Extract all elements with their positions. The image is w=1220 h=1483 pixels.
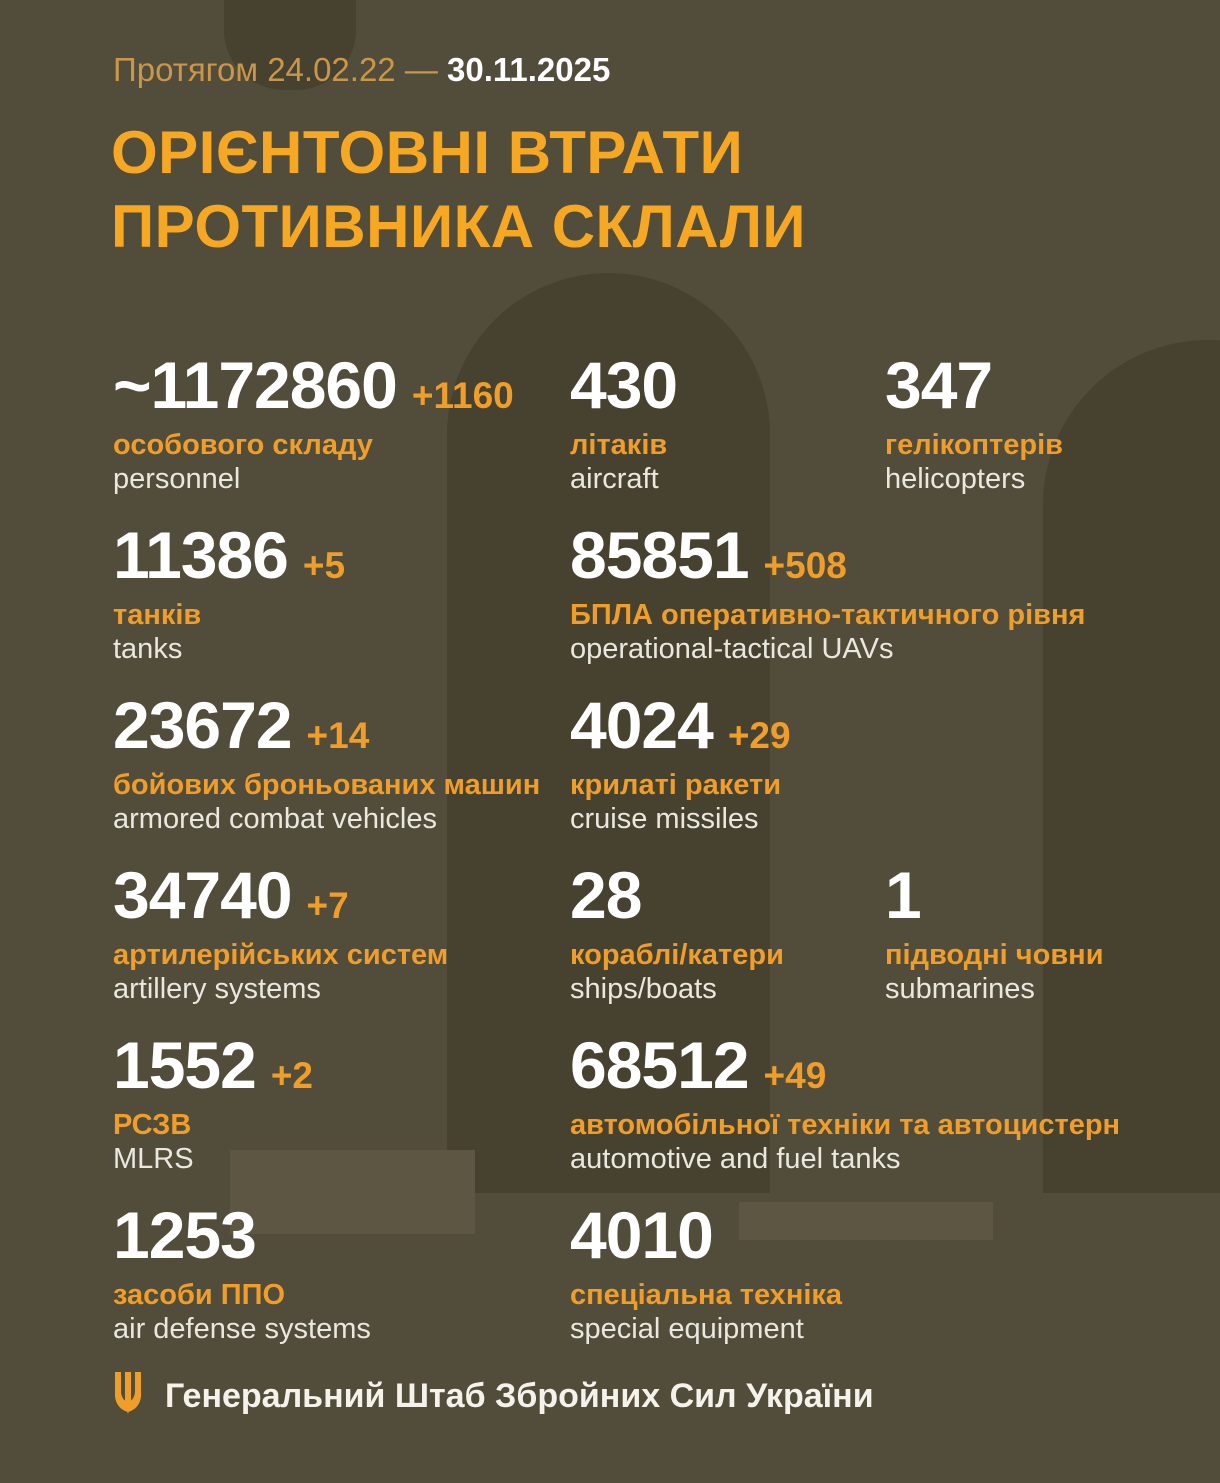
stat-value: 4010 [570,1198,713,1272]
stat-value: 23672 [113,688,292,762]
stats-row-6 [113,1198,1220,1372]
stat-label-ua: гелікоптерів [885,429,1063,461]
stat-mlrs [113,1028,570,1176]
title-line-1: ОРІЄНТОВНІ ВТРАТИ [111,119,744,186]
stat-label-ua: підводні човни [885,939,1104,971]
stats-grid [113,348,1220,1372]
stat-label-ua: літаків [570,429,668,461]
stat-value: 28 [570,858,642,932]
title-line-2: ПРОТИВНИКА СКЛАЛИ [111,193,807,260]
stat-delta: +508 [763,545,847,586]
stat-uavs [570,518,1086,666]
stat-delta: +7 [306,885,349,926]
organization-name: Генеральний Штаб Збройних Сил України [165,1376,874,1415]
stat-armored-combat-vehicles [113,688,570,836]
stat-label-ua: засоби ППО [113,1279,286,1311]
stat-value: ~1172860 [113,348,397,422]
stat-delta: +2 [270,1055,314,1096]
stat-aircraft [570,348,885,496]
stat-label-ua: спеціальна техніка [570,1279,843,1311]
stat-value: 1 [885,858,921,932]
stat-label-en: special equipment [570,1313,804,1345]
stat-label-ua: бойових броньованих машин [113,769,541,801]
stat-personnel [113,348,570,496]
stat-label-en: cruise missiles [570,803,759,835]
stat-helicopters [885,348,1220,496]
stat-label-ua: автомобільної техніки та автоцистерн [570,1109,1121,1141]
stat-artillery [113,858,570,1006]
stats-row-3 [113,688,1220,862]
stat-value: 347 [885,348,993,422]
stat-label-en: operational-tactical UAVs [570,633,894,665]
stat-label-en: automotive and fuel tanks [570,1143,901,1175]
stat-delta: +1160 [411,375,514,416]
period-prefix: Протягом 24.02.22 — [113,51,447,88]
stats-row-5 [113,1028,1220,1202]
stat-label-ua: крилаті ракети [570,769,782,801]
stat-label-en: ships/boats [570,973,717,1005]
stat-label-en: air defense systems [113,1313,371,1345]
stat-value: 1552 [113,1028,256,1102]
stats-row-4 [113,858,1220,1032]
stat-ships [570,858,885,1006]
stat-label-en: helicopters [885,463,1026,495]
stat-label-ua: кораблі/катери [570,939,784,971]
period-date: 30.11.2025 [447,51,611,88]
stat-value: 4024 [570,688,713,762]
stat-submarines [885,858,1220,1006]
stat-label-ua: РСЗВ [113,1109,192,1141]
stat-label-en: personnel [113,463,241,495]
stat-label-en: aircraft [570,463,659,495]
stat-tanks [113,518,570,666]
stat-label-en: armored combat vehicles [113,803,437,835]
stat-delta: +14 [306,715,370,756]
stat-label-ua: БПЛА оперативно-тактичного рівня [570,599,1086,631]
stat-label-en: artillery systems [113,973,321,1005]
stat-label-en: MLRS [113,1143,194,1175]
stat-label-ua: артилерійських систем [113,939,449,971]
report-period [113,52,610,88]
stat-label-ua: особового складу [113,429,373,461]
footer [113,1372,874,1420]
stat-value: 11386 [113,518,288,592]
stat-air-defense [113,1198,570,1346]
page-title [111,116,806,264]
stat-label-en: submarines [885,973,1035,1005]
stat-value: 34740 [113,858,292,932]
stat-delta: +5 [302,545,346,586]
stats-row-1 [113,348,1220,522]
tryzub-icon [113,1372,143,1420]
stats-row-2 [113,518,1220,692]
stat-automotive [570,1028,1121,1176]
stat-special-equipment [570,1198,885,1346]
stat-value: 68512 [570,1028,749,1102]
stat-delta: +49 [763,1055,827,1096]
stat-value: 1253 [113,1198,256,1272]
stat-delta: +29 [727,715,791,756]
stat-label-ua: танків [113,599,202,631]
stat-value: 430 [570,348,678,422]
stat-cruise-missiles [570,688,885,836]
stat-value: 85851 [570,518,749,592]
stat-label-en: tanks [113,633,183,665]
